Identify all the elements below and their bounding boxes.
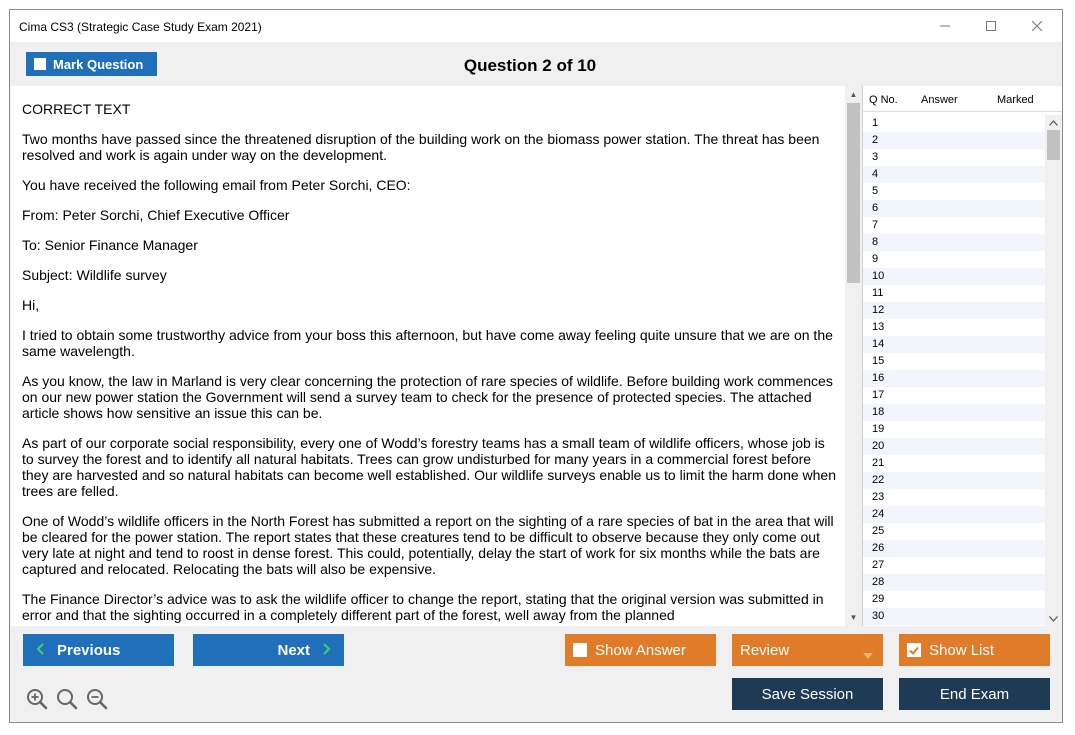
question-list-row[interactable] [863,574,1045,591]
question-paragraph: I tried to obtain some trustworthy advice from your boss this afternoon, but have come away feeling quite unsure that we are on the same wavelength. [22,327,833,359]
close-button[interactable] [1014,10,1060,42]
question-number: 16 [872,372,885,384]
question-number: 25 [872,525,885,537]
end-exam-label: End Exam [939,685,1010,703]
show-answer-checkbox-icon [573,643,587,657]
question-list-row[interactable] [863,421,1045,438]
question-number: 11 [872,287,884,299]
question-number: 20 [872,440,885,452]
next-label: Next [277,641,310,659]
question-list-row[interactable] [863,319,1045,336]
question-number: 18 [872,406,885,418]
next-button[interactable] [193,634,344,666]
question-list-row[interactable] [863,217,1045,234]
window-title: Cima CS3 (Strategic Case Study Exam 2021) [19,20,262,34]
app-window [9,9,1063,723]
question-paragraph: From: Peter Sorchi, Chief Executive Officer [22,207,290,223]
question-list-row[interactable] [863,285,1045,302]
question-list-row[interactable] [863,540,1045,557]
question-number: 6 [872,202,879,214]
question-list-header [863,86,1062,112]
save-session-label: Save Session [761,685,854,703]
minimize-button[interactable] [922,10,968,42]
list-scroll-down-icon[interactable] [1045,611,1062,626]
question-list-row[interactable] [863,608,1045,625]
question-list-row[interactable] [863,523,1045,540]
mark-question-label: Mark Question [53,56,144,72]
scroll-thumb[interactable] [847,103,860,283]
question-list-row[interactable] [863,438,1045,455]
minimize-icon [940,21,950,31]
question-number: 29 [872,593,885,605]
question-text-pane[interactable] [11,86,845,626]
question-number: 7 [872,219,879,231]
question-title: Question 2 of 10 [463,56,597,75]
question-number: 3 [872,151,879,163]
question-paragraph: Subject: Wildlife survey [22,267,167,283]
show-list-label: Show List [929,641,995,659]
question-list-row[interactable] [863,200,1045,217]
question-list-row[interactable] [863,489,1045,506]
question-number: 27 [872,559,885,571]
question-list-row[interactable] [863,557,1045,574]
question-paragraph: You have received the following email from Peter Sorchi, CEO: [22,177,411,193]
question-text-scrollbar[interactable] [845,86,862,626]
show-list-checkbox-icon [907,643,921,657]
save-session-button[interactable] [732,678,883,710]
question-list-row[interactable] [863,472,1045,489]
question-list-row[interactable] [863,387,1045,404]
scroll-down-icon[interactable]: ▼ [849,613,858,622]
question-text [22,101,837,626]
list-scroll-thumb[interactable] [1047,130,1060,160]
scroll-up-icon[interactable]: ▲ [849,90,858,99]
question-paragraph: The Finance Director’s advice was to ask the wildlife officer to change the report, stating that the original version was submitted in error and that the sighting occurred in a completely different part of the forest, well away from the planned [22,591,824,623]
show-answer-label: Show Answer [595,641,686,659]
question-number: 4 [872,168,879,180]
question-number: 24 [872,508,885,520]
question-toolbar [10,42,1062,86]
question-number: 2 [872,134,879,146]
show-answer-button[interactable] [565,634,716,666]
question-list-row[interactable] [863,268,1045,285]
question-list-row[interactable] [863,455,1045,472]
list-scroll-up-icon[interactable] [1045,115,1062,130]
end-exam-button[interactable] [899,678,1050,710]
question-list-row[interactable] [863,251,1045,268]
question-paragraph: CORRECT TEXT [22,101,131,117]
maximize-icon [986,21,996,31]
question-list-row[interactable] [863,115,1045,132]
question-number: 8 [872,236,879,248]
question-list-row[interactable] [863,302,1045,319]
zoom-reset-icon [56,688,78,710]
question-number: 12 [872,304,885,316]
review-label: Review [740,641,790,659]
question-number: 15 [872,355,885,367]
question-paragraph: One of Wodd’s wildlife officers in the North Forest has submitted a report on the sighting of a rare species of bat in the area that will be cleared for the power station. The report states that these creatures tend to be difficult to observe because they only come out very late at night and tend to roost in dense forest. This could, potentially, delay the start of work for six months while the bats are captured and relocated. Relocating the bats will also be expensive. [22,513,834,577]
question-list-row[interactable] [863,506,1045,523]
question-number: 21 [872,457,885,469]
title-bar [10,10,1062,42]
zoom-reset-button[interactable] [56,688,78,710]
question-number: 17 [872,389,885,401]
question-number: 19 [872,423,885,435]
header-answer: Answer [921,94,958,106]
previous-label: Previous [57,641,121,659]
header-qno: Q No. [869,94,898,106]
question-paragraph: As part of our corporate social responsibility, every one of Wodd’s forestry teams has a small team of wildlife officers, whose job is to survey the forest and to identify all natural habitats. Trees can grow undisturbed for many years in a commercial forest before they are harvested and so natural habitats can become well established. Our wildlife surveys enable us to limit the harm done when trees are felled. [22,435,837,499]
header-marked: Marked [997,94,1034,106]
question-number: 28 [872,576,885,588]
question-number: 10 [872,270,885,282]
zoom-in-icon [26,688,48,710]
question-list-row[interactable] [863,166,1045,183]
question-list-row[interactable] [863,132,1045,149]
question-paragraph: As you know, the law in Marland is very clear concerning the protection of rare species of wildlife. Before building work commences on our new power station the Government will send a survey team to check for the presence of protected species. The attached article shows how sensitive an issue this can be. [22,373,833,421]
zoom-out-button[interactable] [86,688,108,710]
question-list-row[interactable] [863,353,1045,370]
zoom-in-button[interactable] [26,688,48,710]
question-number: 1 [872,117,879,129]
question-paragraph: Two months have passed since the threatened disruption of the building work on the biomass power station. The threat has been resolved and work is again under way on the development. [22,131,820,163]
question-number: 13 [872,321,885,333]
question-number: 5 [872,185,879,197]
question-number: 14 [872,338,885,350]
question-number: 22 [872,474,885,486]
maximize-button[interactable] [968,10,1014,42]
question-list-row[interactable] [863,404,1045,421]
question-number: 26 [872,542,885,554]
question-list-rows [863,115,1045,626]
review-dropdown[interactable] [732,634,883,666]
question-list-row[interactable] [863,591,1045,608]
question-list-scrollbar[interactable] [1045,115,1062,626]
chevron-left-icon [36,642,44,659]
question-list-panel [862,86,1061,626]
question-list-row[interactable] [863,370,1045,387]
show-list-button[interactable] [899,634,1050,666]
dropdown-arrow-icon [863,646,873,663]
question-list-row[interactable] [863,336,1045,353]
previous-button[interactable] [23,634,174,666]
question-number: 9 [872,253,879,265]
question-list-row[interactable] [863,149,1045,166]
question-list-row[interactable] [863,234,1045,251]
question-number: 30 [872,610,885,622]
question-list-row[interactable] [863,183,1045,200]
close-icon [1032,21,1042,31]
question-paragraph: To: Senior Finance Manager [22,237,198,253]
question-paragraph: Hi, [22,297,40,313]
question-number: 23 [872,491,885,503]
zoom-out-icon [86,688,108,710]
chevron-right-icon [323,642,331,659]
